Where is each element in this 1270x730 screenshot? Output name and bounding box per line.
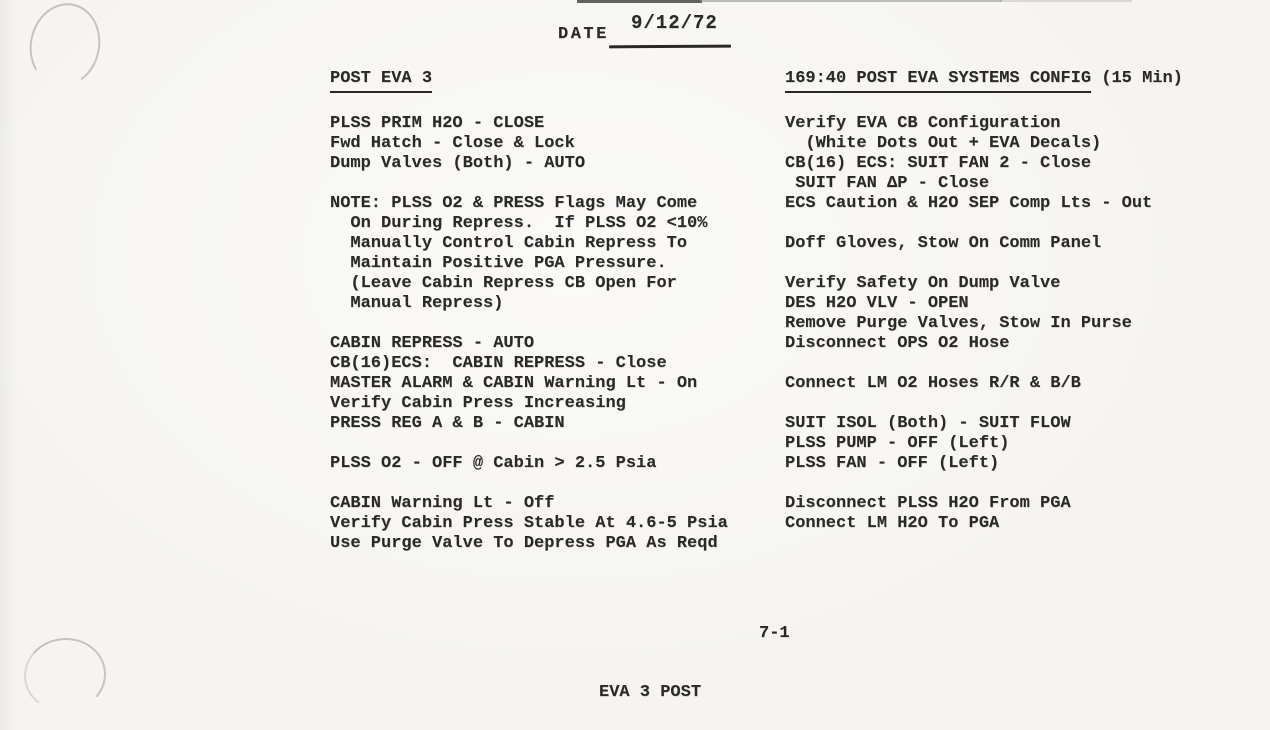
- checklist-line: NOTE: PLSS O2 & PRESS Flags May Come: [330, 194, 698, 213]
- heading-text: 169:40 POST EVA SYSTEMS CONFIG: [785, 70, 1091, 93]
- scan-top-edge-line: [577, 0, 702, 3]
- checklist-line: (Leave Cabin Repress CB Open For: [330, 274, 677, 293]
- checklist-line: SUIT FAN ΔP - Close: [785, 174, 990, 193]
- checklist-line: Disconnect PLSS H2O From PGA: [785, 494, 1071, 513]
- checklist-line: Verify EVA CB Configuration: [785, 114, 1061, 133]
- heading-suffix: (15 Min): [1091, 69, 1183, 88]
- left-column-checklist: [330, 114, 728, 554]
- punch-hole-top-left: [22, 0, 108, 93]
- checklist-line: CB(16) ECS: SUIT FAN 2 - Close: [785, 154, 1092, 173]
- checklist-line-blank: [785, 394, 1152, 414]
- checklist-line: Verify Cabin Press Stable At 4.6-5 Psia: [330, 514, 728, 533]
- checklist-line: Manual Repress): [330, 294, 504, 313]
- checklist-line: Maintain Positive PGA Pressure.: [330, 254, 667, 273]
- heading-text: POST EVA 3: [330, 70, 432, 93]
- date-label: DATE: [558, 25, 609, 44]
- checklist-line: Connect LM H2O To PGA: [785, 514, 1000, 533]
- checklist-line: Verify Cabin Press Increasing: [330, 394, 626, 413]
- checklist-line: Verify Safety On Dump Valve: [785, 274, 1061, 293]
- checklist-line: CABIN REPRESS - AUTO: [330, 334, 535, 353]
- scan-top-edge-line: [700, 0, 1002, 2]
- checklist-line: Disconnect OPS O2 Hose: [785, 334, 1010, 353]
- checklist-line-blank: [785, 354, 1152, 374]
- checklist-line: PLSS FAN - OFF (Left): [785, 454, 1000, 473]
- checklist-line-blank: [785, 254, 1152, 274]
- checklist-line: PLSS PRIM H2O - CLOSE: [330, 114, 545, 133]
- checklist-line: CABIN Warning Lt - Off: [330, 494, 555, 513]
- footer-title: EVA 3 POST: [599, 683, 702, 702]
- checklist-line: SUIT ISOL (Both) - SUIT FLOW: [785, 414, 1071, 433]
- checklist-line: PLSS O2 - OFF @ Cabin > 2.5 Psia: [330, 454, 657, 473]
- checklist-line: Connect LM O2 Hoses R/R & B/B: [785, 374, 1081, 393]
- punch-hole-bottom-left: [20, 634, 109, 716]
- checklist-line: PRESS REG A & B - CABIN: [330, 414, 565, 433]
- checklist-line: On During Repress. If PLSS O2 <10%: [330, 214, 708, 233]
- checklist-line: DES H2O VLV - OPEN: [785, 294, 969, 313]
- checklist-line: ECS Caution & H2O SEP Comp Lts - Out: [785, 194, 1153, 213]
- checklist-line: CB(16)ECS: CABIN REPRESS - Close: [330, 354, 667, 373]
- date-value: 9/12/72: [631, 12, 718, 34]
- checklist-line-blank: [785, 474, 1152, 494]
- scan-top-edge-line: [1000, 0, 1132, 2]
- checklist-line: (White Dots Out + EVA Decals): [785, 134, 1102, 153]
- checklist-line: PLSS PUMP - OFF (Left): [785, 434, 1010, 453]
- checklist-line-blank: [330, 474, 728, 494]
- checklist-line-blank: [330, 174, 728, 194]
- left-column-heading: [330, 70, 800, 93]
- left-column-post-eva-3: [330, 69, 800, 553]
- checklist-line: Dump Valves (Both) - AUTO: [330, 154, 586, 173]
- checklist-line: Use Purge Valve To Depress PGA As Reqd: [330, 534, 718, 553]
- checklist-line: Remove Purge Valves, Stow In Purse: [785, 314, 1132, 333]
- right-column-heading: [785, 70, 1255, 93]
- checklist-line: Fwd Hatch - Close & Lock: [330, 134, 575, 153]
- right-column-checklist: [785, 114, 1152, 534]
- date-underline: [609, 45, 731, 49]
- checklist-line: MASTER ALARM & CABIN Warning Lt - On: [330, 374, 698, 393]
- checklist-line-blank: [330, 314, 728, 334]
- checklist-line: Manually Control Cabin Repress To: [330, 234, 688, 253]
- checklist-line-blank: [330, 434, 728, 454]
- page-number: 7-1: [759, 624, 790, 643]
- checklist-line-blank: [785, 214, 1152, 234]
- checklist-line: Doff Gloves, Stow On Comm Panel: [785, 234, 1102, 253]
- right-column-post-eva-systems-config: [785, 69, 1255, 533]
